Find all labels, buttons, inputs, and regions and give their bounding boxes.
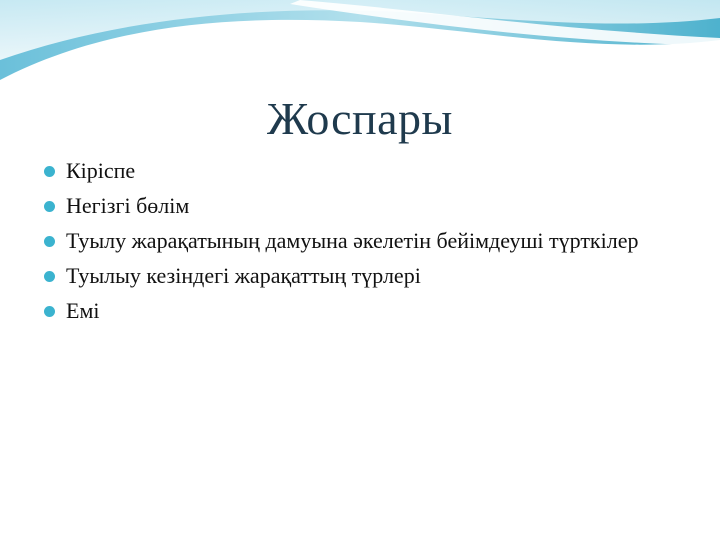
list-item-text: Кіріспе <box>66 158 136 183</box>
list-item <box>42 263 662 289</box>
bullet-dot-icon <box>44 201 55 212</box>
list-item <box>42 193 662 219</box>
list-item-text: Туылу жарақатының дамуына әкелетін бейімдеуші түрткілер <box>66 228 639 253</box>
list-item-text: Емі <box>66 298 100 323</box>
bullet-dot-icon <box>44 236 55 247</box>
bullet-dot-icon <box>44 306 55 317</box>
list-item <box>42 228 662 254</box>
slide-title-text: Жоспары <box>267 93 453 144</box>
list-item <box>42 158 662 184</box>
bullet-list <box>42 158 662 333</box>
header-wave-decoration <box>0 0 720 90</box>
list-item-text: Туылыу кезіндегі жарақаттың түрлері <box>66 263 421 288</box>
bullet-dot-icon <box>44 166 55 177</box>
bullet-dot-icon <box>44 271 55 282</box>
list-item <box>42 298 662 324</box>
list-item-text: Негізгі бөлім <box>66 193 190 218</box>
slide-title <box>0 92 720 145</box>
